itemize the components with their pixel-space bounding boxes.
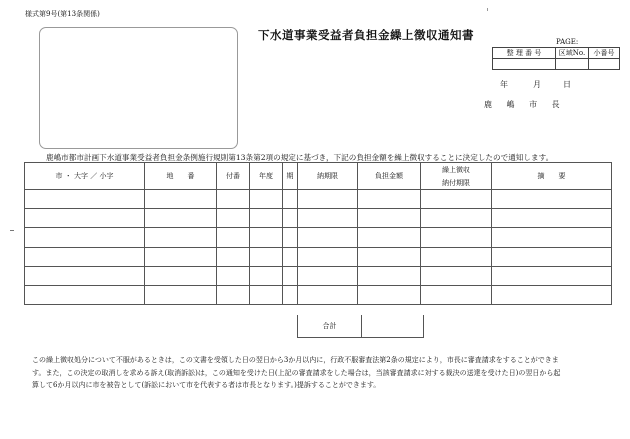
issue-date (500, 79, 571, 90)
table-cell (217, 209, 250, 228)
table-cell (283, 247, 298, 266)
col-header-advance-line1: 繰上徴収 (442, 165, 470, 174)
col-header-advance-due (421, 163, 492, 190)
ref-value-area (556, 59, 589, 70)
col-header-remarks: 摘 要 (492, 163, 612, 190)
col-header-seq: 付番 (217, 163, 250, 190)
table-cell (358, 285, 421, 304)
col-header-fiscal-year: 年度 (250, 163, 283, 190)
ref-header-seiri: 整 理 番 号 (493, 48, 556, 59)
issuer-name: 鹿 嶋 市 長 (484, 100, 566, 109)
table-cell (145, 190, 217, 209)
total-box (297, 315, 424, 338)
table-cell (298, 285, 358, 304)
table-body (25, 190, 612, 305)
table-row (25, 247, 612, 266)
table-cell (25, 266, 145, 285)
notice-text: 鹿嶋市都市計画下水道事業受益者負担金条例施行規則第13条第2項の規定に基づき，下記の負担金額を繰上徴収することに決定したので通知します。 (46, 153, 554, 162)
total-label: 合計 (322, 322, 337, 330)
table-cell (421, 285, 492, 304)
table-cell (25, 190, 145, 209)
table-cell (250, 247, 283, 266)
table-cell (492, 285, 612, 304)
appeal-line-3: 算して6か月以内に市を被告として(訴訟において市を代表する者は市長となります。)提訴することができます。 (32, 381, 381, 389)
table-cell (217, 266, 250, 285)
appeal-line-1: この繰上徴収処分について不服があるときは，この文書を受領した日の翌日から3か月以内に，行政不服審査法第2条の規定により，市長に審査請求をすることができま (32, 356, 559, 364)
table-cell (421, 190, 492, 209)
table-cell (250, 190, 283, 209)
stray-mark (487, 8, 488, 11)
table-cell (298, 247, 358, 266)
table-cell (358, 266, 421, 285)
col-header-amount: 負担金額 (358, 163, 421, 190)
table-cell (25, 285, 145, 304)
table-cell (492, 228, 612, 247)
table-cell (250, 266, 283, 285)
table-row (25, 228, 612, 247)
table-cell (421, 266, 492, 285)
table-cell (492, 247, 612, 266)
table-cell (25, 209, 145, 228)
col-header-address: 市 ・ 大字 ／ 小字 (25, 163, 145, 190)
page-title: 下水道事業受益者負担金繰上徴収通知書 (258, 28, 474, 42)
table-cell (250, 228, 283, 247)
table-cell (492, 266, 612, 285)
date-day: 日 (563, 80, 571, 89)
table-cell (298, 228, 358, 247)
table-cell (145, 247, 217, 266)
table-cell (421, 209, 492, 228)
date-year: 年 (500, 80, 508, 89)
table-cell (250, 209, 283, 228)
table-cell (298, 209, 358, 228)
ref-header-area: 区域No. (556, 48, 589, 59)
address-window (39, 27, 238, 149)
date-month: 月 (533, 80, 541, 89)
table-row (25, 266, 612, 285)
table-cell (298, 266, 358, 285)
table-cell (145, 209, 217, 228)
col-header-due-date: 納期限 (298, 163, 358, 190)
table-cell (145, 285, 217, 304)
charge-table (24, 162, 612, 305)
table-cell (283, 285, 298, 304)
col-header-lot: 地 番 (145, 163, 217, 190)
col-header-term: 期 (283, 163, 298, 190)
table-cell (217, 285, 250, 304)
table-cell (25, 228, 145, 247)
ref-value-seiri (493, 59, 556, 70)
appeal-notice (32, 354, 604, 392)
reference-number-table (492, 47, 620, 70)
page-label: PAGE: (556, 38, 579, 46)
table-cell (298, 190, 358, 209)
table-cell (217, 247, 250, 266)
table-row (25, 285, 612, 304)
col-header-advance-line2: 納付期限 (442, 178, 470, 187)
table-row (25, 190, 612, 209)
form-number: 様式第9号(第13条関係) (25, 10, 100, 18)
table-cell (283, 190, 298, 209)
table-cell (358, 209, 421, 228)
table-cell (358, 228, 421, 247)
table-cell (283, 228, 298, 247)
table-cell (358, 190, 421, 209)
table-cell (145, 228, 217, 247)
ref-value-sub (589, 59, 620, 70)
table-cell (421, 228, 492, 247)
table-cell (217, 228, 250, 247)
table-cell (492, 190, 612, 209)
table-cell (358, 247, 421, 266)
table-cell (421, 247, 492, 266)
table-cell (492, 209, 612, 228)
table-cell (217, 190, 250, 209)
table-header-row (25, 163, 612, 190)
appeal-line-2: す。また，この決定の取消しを求める訴え(取消訴訟)は，この通知を受けた日(上記の審査請求をした場合は，当該審査請求に対する裁決の送達を受けた日)の翌日から起 (32, 368, 561, 377)
table-cell (25, 247, 145, 266)
ref-header-sub: 小番号 (589, 48, 620, 59)
table-cell (283, 209, 298, 228)
margin-tick (10, 230, 14, 231)
table-cell (283, 266, 298, 285)
table-row (25, 209, 612, 228)
table-cell (250, 285, 283, 304)
total-divider (361, 315, 362, 337)
table-cell (145, 266, 217, 285)
